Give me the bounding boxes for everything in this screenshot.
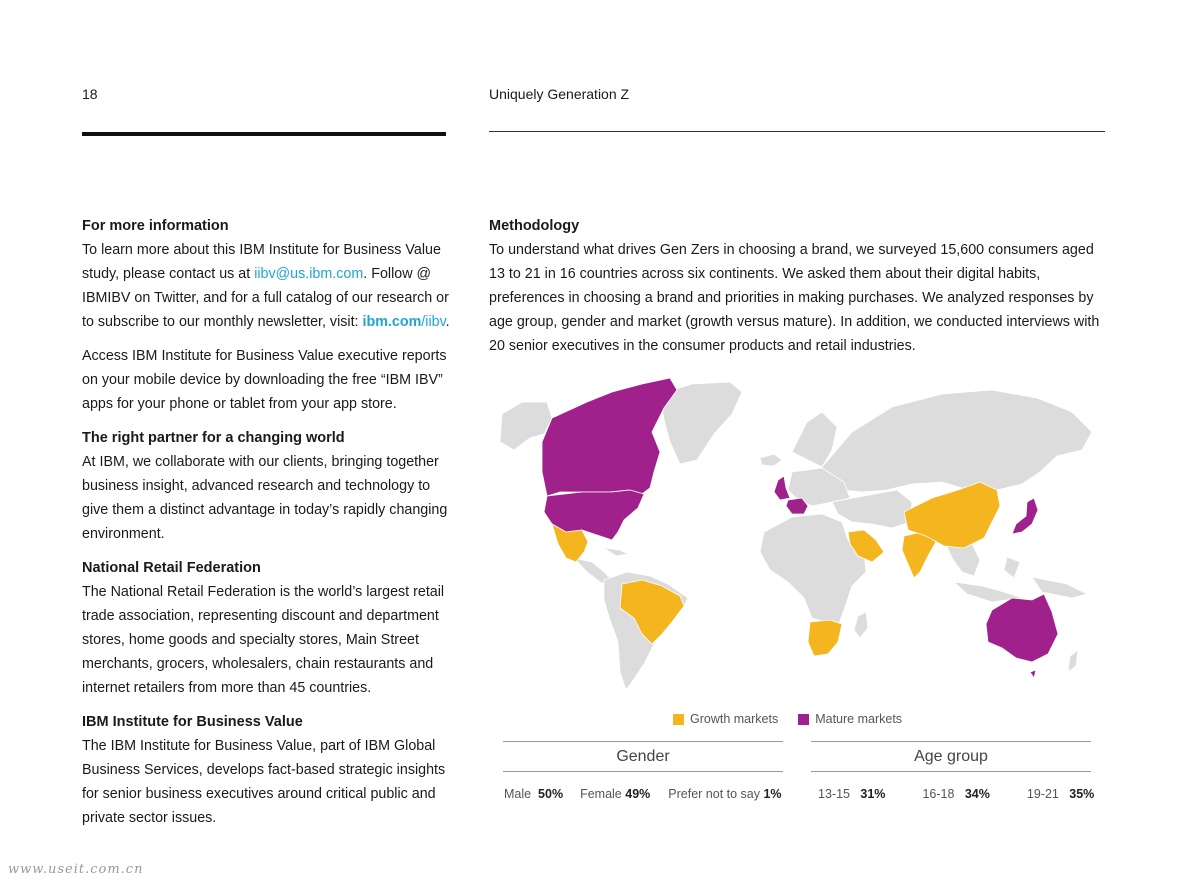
map-canada (542, 378, 677, 496)
more-info-text-a: To learn more about this IBM Institute for Business Value study, please contact us at (82, 242, 441, 282)
gender-heading: Gender (616, 748, 670, 765)
gender-bottom-rule (503, 771, 783, 772)
prefer-not-value: 1% (763, 787, 782, 801)
age-16-18 (922, 787, 989, 801)
age-13-15-label: 13-15 (818, 787, 850, 801)
nrf-paragraph: The National Retail Federation is the world’s largest retail trade association, representing discount and department stores, home goods and specialty stores, Main Street merchants, grocers, wholesalers, chain restaurants and internet retailers from more than 45 countries. (82, 584, 445, 696)
age-19-21-label: 19-21 (1026, 787, 1059, 801)
methodology-heading: Methodology (489, 218, 580, 234)
ibv-heading: IBM Institute for Business Value (82, 714, 303, 730)
legend-mature (798, 712, 902, 726)
age-13-15 (818, 787, 885, 801)
more-info-paragraph (82, 238, 452, 334)
legend-mature-label: Mature markets (815, 712, 903, 726)
male-label: Male (504, 787, 532, 801)
methodology-section (489, 214, 1105, 358)
more-info-text-end: . (445, 314, 450, 330)
legend-growth-label: Growth markets (690, 712, 779, 726)
gender-prefer-not (668, 787, 781, 801)
site-link-rest: /iibv (421, 314, 446, 330)
running-title: Uniquely Generation Z (489, 86, 630, 102)
methodology-paragraph: To understand what drives Gen Zers in choosing a brand, we surveyed 15,600 consumers aged 13 to 21 in 16 countries across six continents. We asked them about their digital habits, preferences in choosing a brand and priorities in making purchases. We analyzed responses by age group, gender and market (growth versus mature). In addition, we conducted interviews with 20 senior executives in the consumer products and retail industries. (489, 242, 1100, 354)
age-16-18-label: 16-18 (922, 787, 955, 801)
map-uk (774, 476, 790, 500)
page-number: 18 (82, 86, 98, 102)
more-info-heading: For more information (82, 218, 229, 234)
gender-female (580, 787, 650, 801)
gender-male (504, 787, 563, 801)
nrf-heading: National Retail Federation (82, 560, 261, 576)
map-south-africa (808, 620, 842, 656)
ibv-paragraph: The IBM Institute for Business Value, part of IBM Global Business Services, develops fact-based strategic insights for senior business executives around critical public and private sector issues. (82, 738, 446, 826)
partner-paragraph: At IBM, we collaborate with our clients, bringing together business insight, advanced research and technology to give them a distinct advantage in today’s rapidly changing environment. (82, 454, 448, 542)
age-top-rule (811, 741, 1091, 742)
map-legend (673, 712, 922, 726)
header-rule-right (489, 131, 1105, 132)
age-16-18-value: 34% (964, 787, 990, 801)
map-japan (1012, 498, 1038, 534)
age-heading: Age group (914, 748, 988, 765)
female-value: 49% (625, 787, 651, 801)
email-link[interactable]: iibv@us.ibm.com (254, 266, 364, 282)
partner-heading: The right partner for a changing world (82, 430, 345, 446)
world-map (492, 372, 1112, 697)
legend-growth (673, 712, 778, 726)
prefer-not-label: Prefer not to say (668, 787, 760, 801)
app-paragraph: Access IBM Institute for Business Value executive reports on your mobile device by downloading the free “IBM IBV” apps for your phone or tablet from your app store. (82, 348, 447, 412)
age-bottom-rule (811, 771, 1091, 772)
more-info-text-b: . Follow @ IBMIBV on Twitter, and for a full catalog of our research or to subscribe to our monthly newsletter, visit: (82, 266, 449, 330)
age-13-15-value: 31% (860, 787, 886, 801)
site-link-bold: ibm.com (362, 314, 422, 330)
map-australia (986, 594, 1058, 662)
watermark: www.useit.com.cn (8, 862, 144, 877)
mature-swatch (798, 714, 809, 725)
age-19-21 (1027, 787, 1094, 801)
gender-values (504, 787, 782, 801)
male-value: 50% (538, 787, 564, 801)
gender-top-rule (503, 741, 783, 742)
left-column (82, 214, 452, 830)
age-19-21-value: 35% (1069, 787, 1095, 801)
header-rule-left (82, 132, 446, 136)
female-label: Female (580, 787, 622, 801)
growth-swatch (673, 714, 684, 725)
age-values (818, 787, 1094, 801)
site-link[interactable] (363, 314, 446, 330)
